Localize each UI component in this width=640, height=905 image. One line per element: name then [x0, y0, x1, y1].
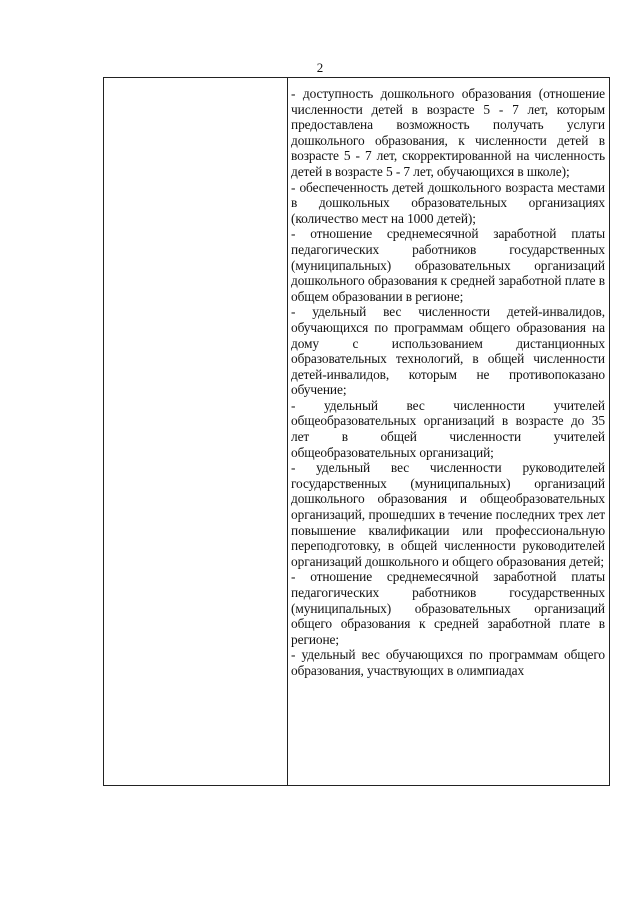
indicator-item: - отношение среднемесячной заработной платы педагогических работников государственных (муниципальных) образовательных организаций общего образования к средней заработной плате в регионе;	[291, 569, 605, 647]
indicator-item: - удельный вес численности детей-инвалидов, обучающихся по программам общего образования на дому с использованием дистанционных образовательных технологий, в общей численности детей-инвалидов, которым не противопоказано обучение;	[291, 304, 605, 398]
indicator-item: - удельный вес численности учителей общеобразовательных организаций в возрасте до 35 лет в общей численности учителей общеобразовательных организаций;	[291, 397, 605, 460]
table-right-cell	[291, 86, 605, 785]
table-left-cell	[104, 78, 287, 785]
page-number: 2	[316, 60, 324, 75]
indicator-item: - удельный вес обучающихся по программам общего образования, участвующих в олимпиадах	[291, 647, 605, 678]
indicator-item: - доступность дошкольного образования (отношение численности детей в возрасте 5 - 7 лет, которым предоставлена возможность получать услуги дошкольного образования, к численности детей в возрасте 5 - 7 лет, скорректированной на численность детей в возрасте 5 - 7 лет, обучающихся в школе);	[291, 86, 605, 179]
indicator-item: - отношение среднемесячной заработной платы педагогических работников государственных (муниципальных) образовательных организаций дошкольного образования к средней заработной плате в общем образовании в регионе;	[291, 226, 605, 304]
indicator-item: - удельный вес численности руководителей государственных (муниципальных) организаций дошкольного образования и общеобразовательных организаций, прошедших в течение последних трех лет повышение квалификации или профессиональную переподготовку, в общей численности руководителей организаций дошкольного и общего образования детей;	[291, 460, 605, 569]
indicator-item: - обеспеченность детей дошкольного возраста местами в дошкольных образовательных организациях (количество мест на 1000 детей);	[291, 179, 605, 226]
indicators-table	[103, 77, 610, 786]
column-divider	[287, 78, 288, 785]
